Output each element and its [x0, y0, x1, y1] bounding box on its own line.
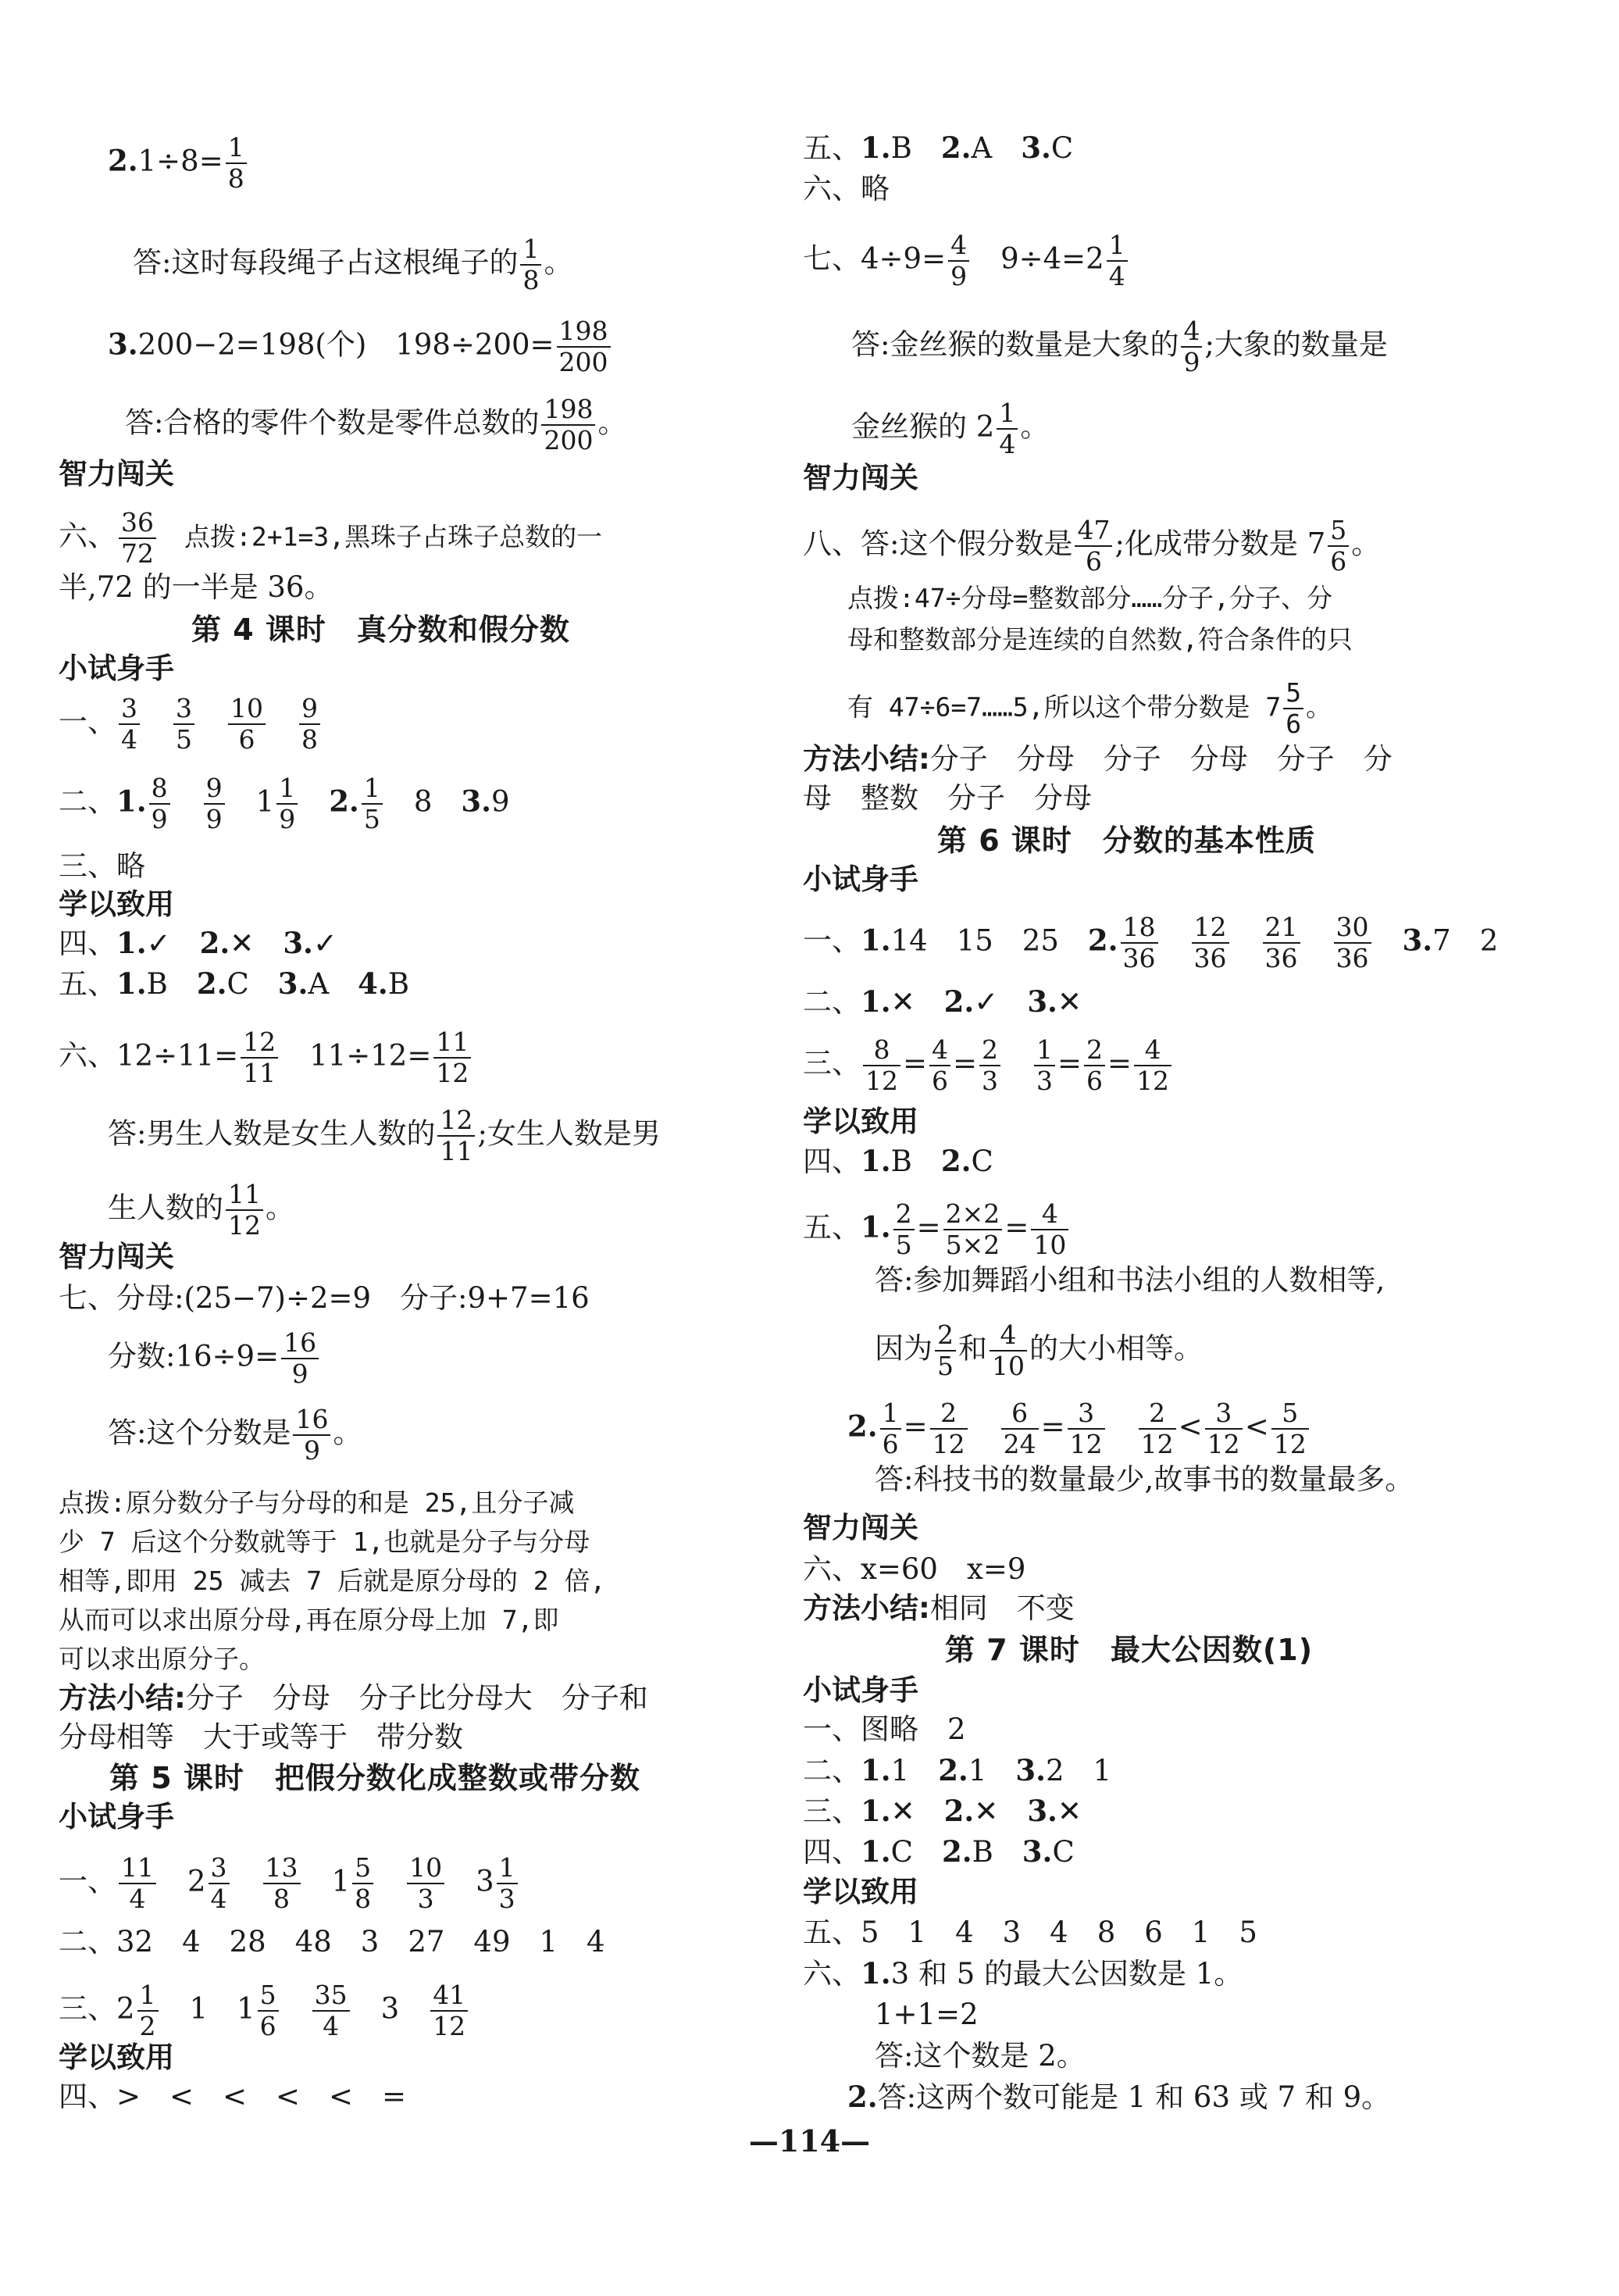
answer-line: 三、2 $\frac{1}{2}$ 1 1 $\frac{5}{6}$ $\frac{35}{4}$ 3 $\frac{41}{12}$	[59, 1980, 470, 2041]
answer-line: 2.1÷8= $\frac{1}{8}$	[108, 133, 249, 194]
answer-line: 六、 $\frac{36}{72}$ 点拨:2+1=3,黑珠子占珠子总数的一	[59, 507, 603, 569]
answer-line: 答:合格的零件个数是零件总数的 $\frac{198}{200}$ 。	[125, 394, 627, 455]
lesson-title: 第 4 课时 真分数和假分数	[191, 612, 570, 647]
fraction: $\frac{41}{12}$	[430, 1980, 468, 2041]
fraction: $\frac{47}{6}$	[1075, 516, 1112, 577]
answer-line: 三、 $\frac{8}{12}$ = $\frac{4}{6}$ = $\frac{2}{3}$ $\frac{1}{3}$ = $\frac{2}{6}$ = $\frac{4}{12}$	[803, 1035, 1174, 1096]
fraction: $\frac{16}{9}$	[281, 1328, 319, 1389]
section-heading: 学以致用	[59, 887, 174, 921]
fraction: $\frac{198}{200}$	[541, 395, 595, 455]
fraction: $\frac{9}{8}$	[299, 694, 320, 755]
fraction: $\frac{8}{9}$	[149, 773, 170, 834]
section-heading: 小试身手	[59, 1800, 174, 1834]
fraction: $\frac{35}{4}$	[312, 1980, 350, 2041]
answer-line: 答:金丝猴的数量是大象的 $\frac{4}{9}$ ;大象的数量是	[851, 316, 1388, 377]
section-heading: 小试身手	[803, 862, 918, 896]
answer-line: 答:这时每段绳子占这根绳子的 $\frac{1}{8}$ 。	[133, 234, 573, 295]
answer-line: 一、 $\frac{3}{4}$ $\frac{3}{5}$ $\frac{10}{6}$ $\frac{9}{8}$	[59, 694, 323, 755]
answer-line: 分数:16÷9= $\frac{16}{9}$	[108, 1328, 321, 1389]
fraction: $\frac{1}{8}$	[520, 234, 541, 295]
section-heading: 学以致用	[803, 1875, 918, 1909]
answer-line: 四、1.B 2.C	[803, 1144, 993, 1178]
fraction: $\frac{1}{3}$	[1034, 1035, 1055, 1096]
answer-line: 五、5 1 4 3 4 8 6 1 5	[803, 1916, 1257, 1949]
fraction: $\frac{21}{36}$	[1263, 912, 1300, 973]
hint-line: 从而可以求出原分母,再在原分母上加 7,即	[59, 1605, 559, 1635]
fraction: $\frac{4}{6}$	[929, 1035, 950, 1096]
hint-line: 相等,即用 25 减去 7 后就是原分母的 2 倍,	[59, 1566, 606, 1596]
answer-line: 答:男生人数是女生人数的 $\frac{12}{11}$ ;女生人数是男	[108, 1105, 661, 1166]
answer-line: 六、x=60 x=9	[803, 1552, 1026, 1586]
answer-line: 六、1.3 和 5 的最大公因数是 1。	[803, 1956, 1243, 1991]
fraction: $\frac{1}{5}$	[362, 773, 383, 834]
section-heading: 学以致用	[59, 2041, 174, 2074]
lesson-title: 第 5 课时 把假分数化成整数或带分数	[109, 1761, 640, 1795]
answer-line: 二、1. $\frac{8}{9}$ $\frac{9}{9}$ 1 $\frac{1}{9}$ 2. $\frac{1}{5}$ 8 3.9	[59, 773, 510, 834]
fraction: $\frac{13}{8}$	[263, 1853, 301, 1914]
fraction: $\frac{12}{11}$	[437, 1105, 475, 1166]
lesson-title: 第 7 课时 最大公因数(1)	[945, 1633, 1314, 1667]
method-summary: 方法小结:分子 分母 分子 分母 分子 分	[803, 742, 1393, 776]
fraction: $\frac{3}{12}$	[1205, 1398, 1243, 1459]
fraction: $\frac{1}{4}$	[1107, 230, 1128, 291]
fraction: $\frac{18}{36}$	[1121, 912, 1158, 973]
fraction: $\frac{1}{6}$	[880, 1398, 901, 1459]
hint-line: 点拨:原分数分子与分母的和是 25,且分子减	[59, 1487, 575, 1518]
fraction: $\frac{2}{12}$	[930, 1398, 968, 1459]
answer-line: 一、1.14 15 25 2. $\frac{18}{36}$ $\frac{12}{36}$ $\frac{21}{36}$ $\frac{30}{36}$ 3.7 2	[803, 912, 1499, 973]
answer-line: 五、1.B 2.C 3.A 4.B	[59, 966, 410, 1001]
fraction: $\frac{6}{24}$	[1001, 1398, 1039, 1459]
answer-line: 生人数的 $\frac{11}{12}$ 。	[108, 1179, 294, 1241]
lesson-title: 第 6 课时 分数的基本性质	[937, 823, 1316, 858]
fraction: $\frac{1}{9}$	[276, 773, 298, 834]
section-heading: 智力闯关	[59, 1240, 174, 1273]
fraction: $\frac{16}{9}$	[293, 1405, 330, 1466]
fraction: $\frac{3}{12}$	[1068, 1398, 1105, 1459]
fraction: $\frac{11}{4}$	[119, 1853, 156, 1914]
fraction: $\frac{4}{10}$	[990, 1320, 1027, 1381]
fraction: $\frac{5}{6}$	[258, 1980, 279, 2041]
hint-line: 母和整数部分是连续的自然数,符合条件的只	[847, 624, 1353, 655]
section-heading: 小试身手	[803, 1673, 918, 1707]
answer-line: 3.200−2=198(个) 198÷200= $\frac{198}{200}$	[108, 316, 613, 377]
answer-line: 七、分母:(25−7)÷2=9 分子:9+7=16	[59, 1281, 590, 1315]
fraction: $\frac{2\times 2}{5\times 2}$	[943, 1199, 1003, 1260]
fraction: $\frac{4}{10}$	[1031, 1199, 1068, 1260]
method-summary: 方法小结:相同 不变	[803, 1591, 1075, 1625]
answer-line: 二、1.1 2.1 3.2 1	[803, 1753, 1112, 1787]
fraction: $\frac{10}{3}$	[407, 1853, 444, 1914]
hint-line: 有 47÷6=7……5,所以这个带分数是 7 $\frac{5}{6}$ 。	[847, 677, 1332, 739]
fraction: $\frac{36}{72}$	[119, 508, 156, 569]
fraction: $\frac{8}{12}$	[863, 1035, 900, 1096]
answer-line: 八、答:这个假分数是 $\frac{47}{6}$ ;化成带分数是 7 $\frac{5}{6}$ 。	[803, 515, 1381, 577]
answer-line: 四、1.C 2.B 3.C	[803, 1834, 1075, 1869]
fraction: $\frac{1}{2}$	[137, 1980, 159, 2041]
answer-line: 五、1.B 2.A 3.C	[803, 130, 1074, 165]
fraction: $\frac{11}{12}$	[226, 1180, 263, 1241]
fraction: $\frac{198}{200}$	[557, 316, 611, 377]
answer-line: 答:科技书的数量最少,故事书的数量最多。	[875, 1462, 1414, 1496]
answer-line: 二、32 4 28 48 3 27 49 1 4	[59, 1925, 605, 1959]
answer-line: 七、4÷9= $\frac{4}{9}$ 9÷4=2 $\frac{1}{4}$	[803, 230, 1130, 291]
answer-line: 六、12÷11= $\frac{12}{11}$ 11÷12= $\frac{11}{12}$	[59, 1027, 473, 1088]
page-number: —114—	[748, 2123, 871, 2159]
fraction: $\frac{10}{6}$	[228, 694, 266, 755]
answer-line: 答:这个分数是 $\frac{16}{9}$ 。	[108, 1404, 362, 1466]
section-heading: 智力闯关	[803, 461, 918, 495]
hint-line: 少 7 后这个分数就等于 1,也就是分子与分母	[59, 1527, 590, 1557]
fraction: $\frac{5}{6}$	[1328, 516, 1349, 577]
fraction: $\frac{2}{12}$	[1139, 1398, 1176, 1459]
answer-line: 因为 $\frac{2}{5}$ 和 $\frac{4}{10}$ 的大小相等。	[875, 1319, 1203, 1381]
fraction: $\frac{9}{9}$	[204, 773, 225, 834]
answer-line: 三、1.✕ 2.✕ 3.✕	[803, 1794, 1082, 1828]
answer-line: 1+1=2	[875, 1998, 979, 2031]
fraction: $\frac{4}{12}$	[1134, 1035, 1171, 1096]
fraction: $\frac{5}{12}$	[1271, 1398, 1309, 1459]
fraction: $\frac{4}{9}$	[948, 230, 969, 291]
section-heading: 小试身手	[59, 652, 174, 685]
answer-line: 金丝猴的 2 $\frac{1}{4}$ 。	[851, 398, 1050, 459]
method-summary: 方法小结:分子 分母 分子比分母大 分子和	[59, 1681, 648, 1715]
answer-line: 一、图略 2	[803, 1712, 966, 1746]
section-heading: 智力闯关	[59, 457, 174, 491]
answer-line: 2. $\frac{1}{6}$ = $\frac{2}{12}$ $\frac{6}{24}$ = $\frac{3}{12}$ $\frac{2}{12}$ < $\frac{3}{12}$ < $\frac{5}{12}$	[847, 1398, 1311, 1459]
section-heading: 智力闯关	[803, 1511, 918, 1544]
hint-line: 点拨:47÷分母=整数部分……分子,分子、分	[847, 583, 1332, 613]
fraction: $\frac{2}{3}$	[979, 1035, 1000, 1096]
fraction: $\frac{3}{4}$	[209, 1853, 230, 1914]
method-summary: 分母相等 大于或等于 带分数	[59, 1720, 463, 1754]
answer-line: 一、 $\frac{11}{4}$ 2 $\frac{3}{4}$ $\frac{13}{8}$ 1 $\frac{5}{8}$ $\frac{10}{3}$ 3 $\frac{1}{3}$	[59, 1853, 520, 1914]
fraction: $\frac{5}{8}$	[352, 1853, 373, 1914]
fraction: $\frac{2}{5}$	[893, 1199, 915, 1260]
answer-line: 答:这个数是 2。	[875, 2039, 1086, 2073]
hint-line: 可以求出原分子。	[59, 1644, 265, 1674]
fraction: $\frac{4}{9}$	[1181, 316, 1202, 377]
method-summary: 母 整数 分子 分母	[803, 781, 1092, 815]
fraction: $\frac{30}{36}$	[1334, 912, 1371, 973]
fraction: $\frac{3}{5}$	[173, 694, 194, 755]
fraction: $\frac{2}{5}$	[935, 1320, 956, 1381]
fraction: $\frac{12}{11}$	[241, 1027, 278, 1088]
answer-line: 2.答:这两个数可能是 1 和 63 或 7 和 9。	[847, 2080, 1391, 2114]
fraction: $\frac{1}{8}$	[226, 133, 247, 194]
answer-line: 半,72 的一半是 36。	[59, 570, 333, 604]
section-heading: 学以致用	[803, 1105, 918, 1138]
fraction: $\frac{1}{4}$	[997, 398, 1018, 459]
answer-line: 二、1.✕ 2.✓ 3.✕	[803, 984, 1082, 1019]
fraction: $\frac{12}{36}$	[1192, 912, 1229, 973]
answer-line: 四、> < < < < =	[59, 2080, 407, 2113]
answer-line: 六、略	[803, 172, 890, 205]
answer-line: 答:参加舞蹈小组和书法小组的人数相等,	[875, 1263, 1385, 1297]
fraction: $\frac{1}{3}$	[497, 1853, 518, 1914]
answer-line: 五、1. $\frac{2}{5}$ = $\frac{2\times 2}{5\times 2}$ = $\frac{4}{10}$	[803, 1199, 1071, 1260]
fraction: $\frac{2}{6}$	[1084, 1035, 1105, 1096]
answer-line: 四、1.✓ 2.✕ 3.✓	[59, 926, 337, 960]
answer-line: 三、略	[59, 849, 145, 883]
fraction: $\frac{11}{12}$	[433, 1027, 471, 1088]
fraction: $\frac{5}{6}$	[1283, 678, 1303, 739]
fraction: $\frac{3}{4}$	[119, 694, 140, 755]
